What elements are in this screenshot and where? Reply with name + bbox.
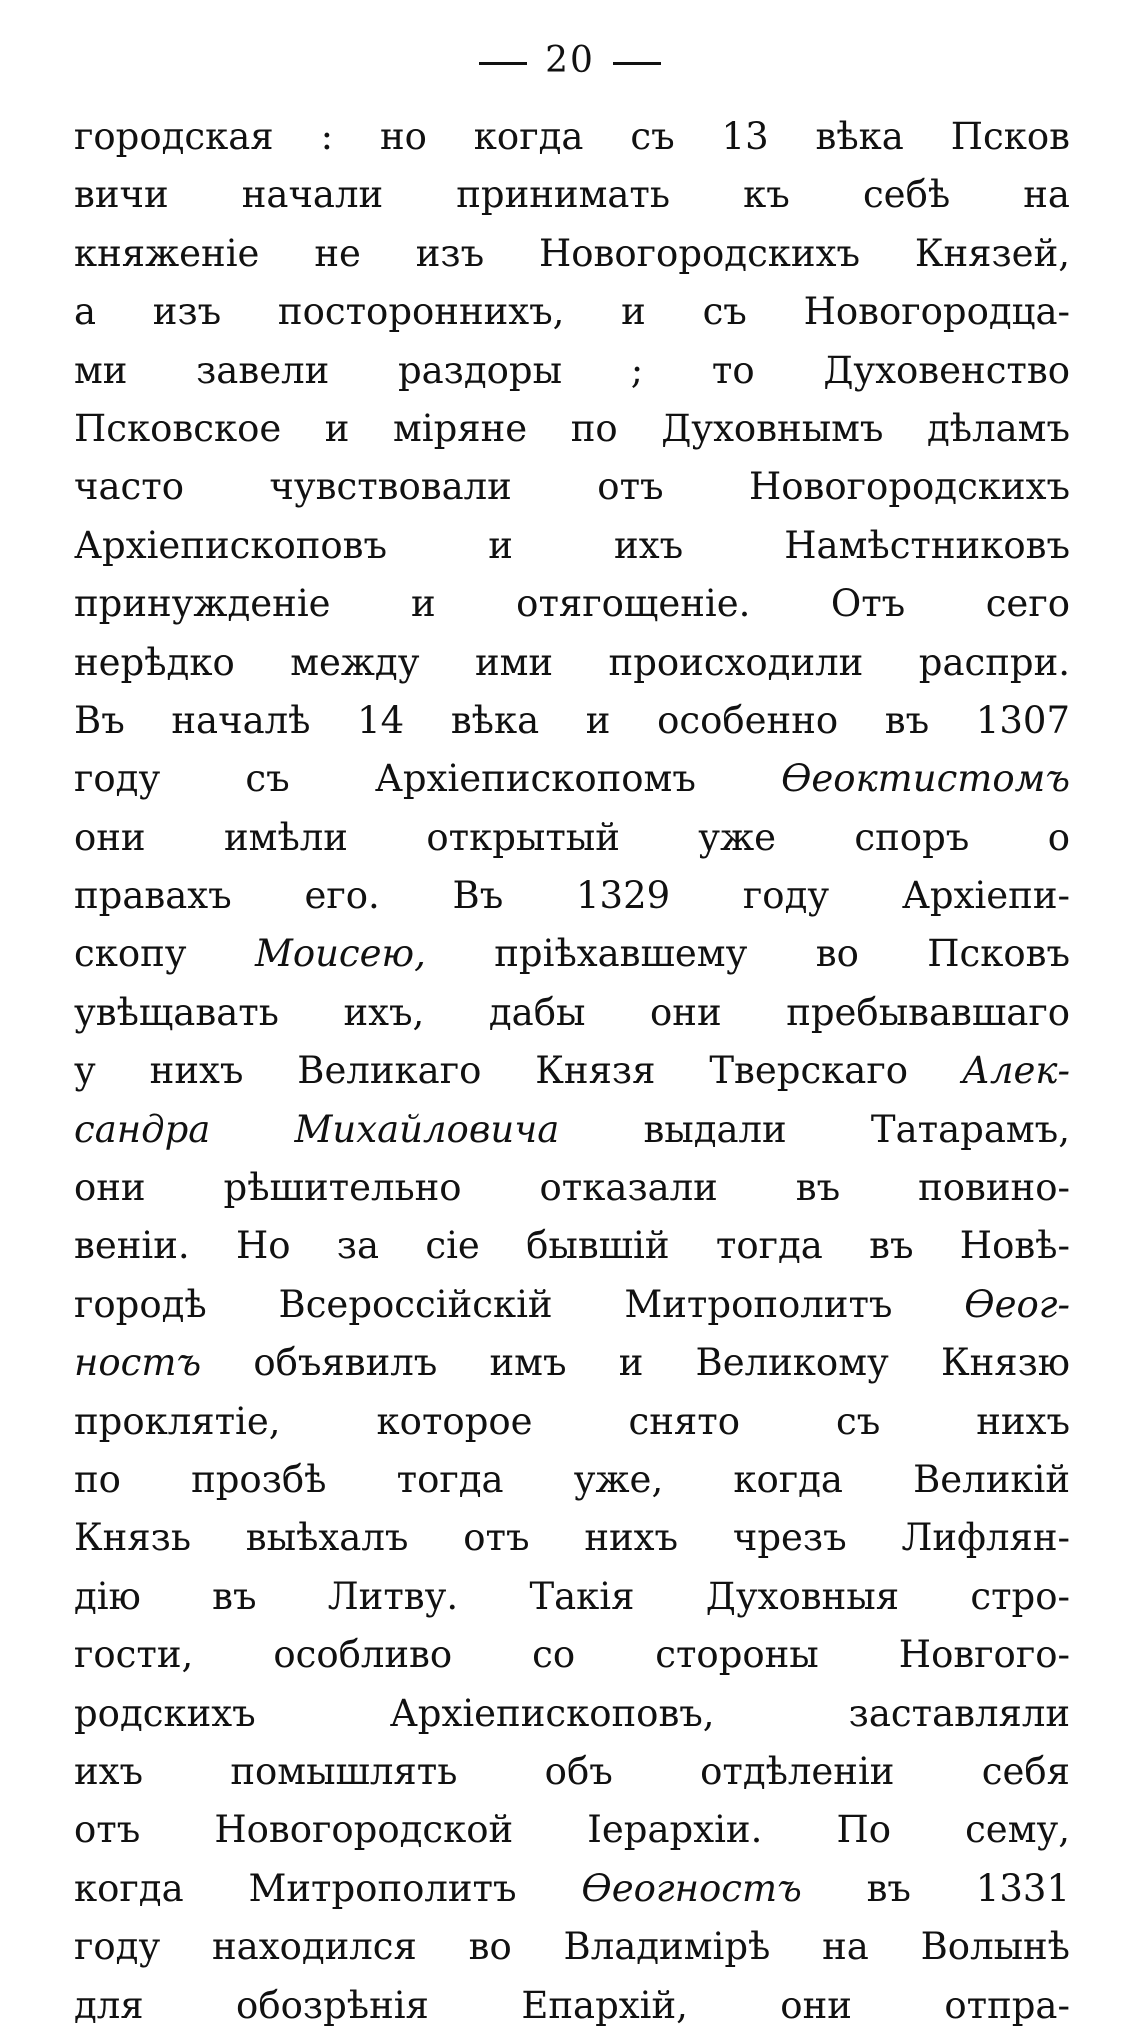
text-line — [74, 1743, 1070, 1801]
text-segment: а изъ постороннихъ, и съ Новогородца- — [74, 290, 1070, 334]
text-segment: Архіепископовъ и ихъ Намѣстниковъ — [74, 523, 1070, 567]
text-line — [74, 1393, 1070, 1451]
text-line — [74, 225, 1070, 283]
text-line — [74, 750, 1070, 808]
text-segment: увѣщавать ихъ, дабы они пребывавшаго — [74, 990, 1070, 1034]
text-segment: году находился во Владимірѣ на Волынѣ — [74, 1925, 1070, 1969]
text-line — [74, 984, 1070, 1042]
text-segment: дію въ Литву. Такія Духовныя стро- — [74, 1574, 1070, 1618]
text-line — [74, 342, 1070, 400]
text-line — [74, 1159, 1070, 1217]
text-segment: они рѣшительно отказали въ повино- — [74, 1166, 1070, 1210]
text-segment: въ 1331 — [801, 1866, 1070, 1910]
header-dash-right — [613, 62, 661, 65]
text-line — [74, 400, 1070, 458]
text-segment: отъ Новогородской Іерархіи. По сему, — [74, 1808, 1070, 1852]
text-line — [74, 108, 1070, 166]
text-line — [74, 1334, 1070, 1392]
text-segment: когда Митрополитъ — [74, 1866, 582, 1910]
text-line — [74, 1451, 1070, 1509]
text-line — [74, 1217, 1070, 1275]
page-number: 20 — [545, 40, 595, 81]
header-dash-left — [479, 62, 527, 65]
italic-text: Моисею, — [254, 932, 426, 976]
italic-text: Ѳеогностъ — [581, 1866, 802, 1910]
text-segment: у нихъ Великаго Князя Тверскаго — [74, 1049, 962, 1093]
text-segment: нерѣдко между ими происходили распри. — [74, 640, 1070, 684]
text-segment: году съ Архіепископомъ — [74, 757, 782, 801]
text-segment: Псковское и міряне по Духовнымъ дѣламъ — [74, 406, 1070, 450]
text-line — [74, 867, 1070, 925]
text-segment: правахъ его. Въ 1329 году Архіепи- — [74, 874, 1070, 918]
text-line — [74, 634, 1070, 692]
text-line — [74, 166, 1070, 224]
text-segment: скопу — [74, 932, 255, 976]
text-line — [74, 283, 1070, 341]
text-segment: родскихъ Архіепископовъ, заставляли — [74, 1691, 1070, 1735]
text-line — [74, 1860, 1070, 1918]
text-segment: объявилъ имъ и Великому Князю — [201, 1341, 1070, 1385]
text-segment: часто чувствовали отъ Новогородскихъ — [74, 465, 1070, 509]
text-segment: княженіе не изъ Новогородскихъ Князей, — [74, 231, 1070, 275]
text-line — [74, 1626, 1070, 1684]
text-line — [74, 1509, 1070, 1567]
text-line — [74, 575, 1070, 633]
text-segment: гости, особливо со стороны Новгого- — [74, 1633, 1070, 1677]
text-segment: пріѣхавшему во Псковъ — [425, 932, 1070, 976]
text-segment: проклятіе, которое снято съ нихъ — [74, 1399, 1070, 1443]
italic-text: Алек- — [961, 1049, 1070, 1093]
body-text — [74, 108, 1070, 2035]
italic-text: ностъ — [74, 1341, 202, 1385]
text-segment: Князь выѣхалъ отъ нихъ чрезъ Лифлян- — [74, 1516, 1070, 1560]
text-line — [74, 517, 1070, 575]
text-line — [74, 809, 1070, 867]
text-segment: веніи. Но за сіе бывшій тогда въ Новѣ- — [74, 1224, 1070, 1268]
italic-text: Ѳеоктистомъ — [781, 757, 1070, 801]
text-segment: ихъ помышлять объ отдѣленіи себя — [74, 1749, 1070, 1793]
text-line — [74, 458, 1070, 516]
text-segment: для обозрѣнія Епархій, они отпра- — [74, 1983, 1070, 2027]
text-segment: Въ началѣ 14 вѣка и особенно въ 1307 — [74, 698, 1070, 742]
text-line — [74, 1977, 1070, 2035]
text-line — [74, 1042, 1070, 1100]
page-header — [0, 40, 1140, 81]
text-segment: по прозбѣ тогда уже, когда Великій — [74, 1457, 1070, 1501]
text-segment: вичи начали принимать къ себѣ на — [74, 173, 1070, 217]
text-segment: выдали Татарамъ, — [559, 1107, 1070, 1151]
text-segment: они имѣли открытый уже споръ о — [74, 815, 1070, 859]
text-line — [74, 1801, 1070, 1859]
text-segment: ми завели раздоры ; то Духовенство — [74, 348, 1070, 392]
text-segment: городская : но когда съ 13 вѣка Псков — [74, 115, 1070, 158]
italic-text: сандра Михайловича — [74, 1107, 560, 1151]
text-segment: городѣ Всероссійскій Митрополитъ — [74, 1282, 965, 1326]
text-line — [74, 1568, 1070, 1626]
text-line — [74, 925, 1070, 983]
text-line — [74, 1276, 1070, 1334]
text-line — [74, 1101, 1070, 1159]
text-segment: принужденіе и отягощеніе. Отъ сего — [74, 582, 1070, 626]
text-line — [74, 692, 1070, 750]
text-line — [74, 1685, 1070, 1743]
italic-text: Ѳеог- — [964, 1282, 1070, 1326]
